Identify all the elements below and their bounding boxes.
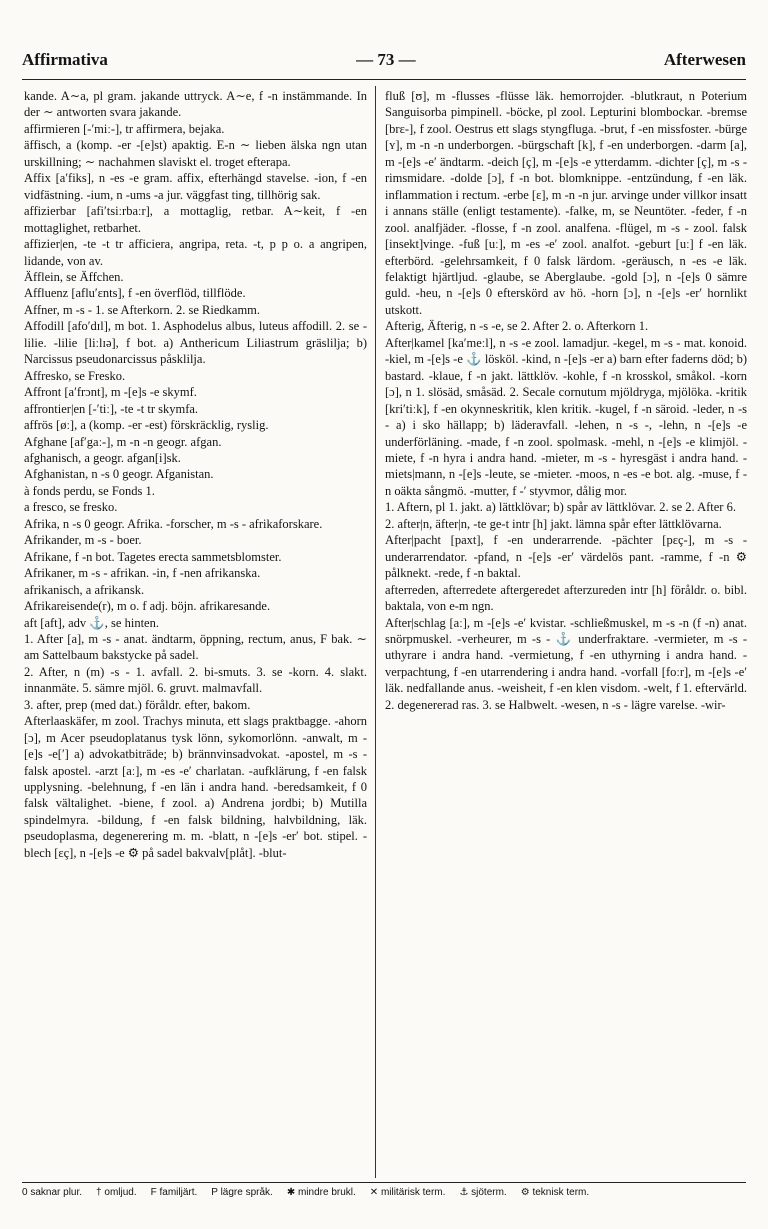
- legend-item: 0 saknar plur.: [22, 1187, 83, 1198]
- footer-rule: [22, 1182, 746, 1183]
- dictionary-entry: Afterig, Äfterig, n -s -e, se 2. After 2. o. Afterkorn 1.: [385, 319, 649, 334]
- dictionary-entry: affirmieren [-ʹmiː-], tr affirmera, bejaka.: [24, 121, 225, 136]
- dictionary-entry: Afrikander, m -s - boer.: [24, 533, 142, 548]
- dictionary-entry: afterreden, afterredete aftergeredet afterzureden intr [h] föråldr. o. bibl. baktala, von e-m ngn.: [385, 582, 747, 614]
- dictionary-entry: Affner, m -s - 1. se Afterkorn. 2. se Riedkamm.: [24, 302, 261, 317]
- dictionary-entry: à fonds perdu, se Fonds 1.: [24, 483, 155, 498]
- left-column: [24, 88, 367, 1176]
- page-number: — 73 —: [356, 50, 416, 69]
- dictionary-entry: Affodill [afoʹdɪl], m bot. 1. Asphodelus albus, luteus affodill. 2. se -lilie. -lilie [liːlɪə], f bot. a) Anthericum Liliastrum gräslilja; b) Narcissus pseudonarcissus påsklilja.: [24, 319, 367, 367]
- dictionary-entry: Afrika, n -s 0 geogr. Afrika. -forscher, m -s - afrikaforskare.: [24, 516, 323, 531]
- dictionary-entry: afrikanisch, a afrikansk.: [24, 582, 145, 597]
- dictionary-entry: Affresko, se Fresko.: [24, 368, 126, 383]
- dictionary-entry: After|kamel [kaʹmeːl], n -s -e zool. lamadjur. -kegel, m -s - mat. konoid. -kiel, m -[e]s -e ⚓ lösköl. -kind, n -[e]s -er a) barn efter faderns död; b) bastard. -klaue, f -n jakt. lättklöv. -kohle, f -n krosskol, småkol. -korn [ɔ], n 1. slösäd, småsäd. 2. Secale cornutum mjöldryga, mjölöka. -kritik [kriʹtiːk], f -en okynneskritik, klen kritik. -kugel, f -n säroid. -leder, n -s - a) i sko hällapp; b) läderavfall. -lehen, n -s -, -lehn, n -[e]s -e underförläning. -made, f -n zool. spolmask. -mehl, n -[e]s -e klimjöl. -miete, f -n hyra i andra hand. -mieter, m -s - hyresgäst i andra hand. -miets|mann, n -[e]s -leute, se -mieter. -moos, n -es -e bot. alg. -muse, f -n oäkta sångmö. -mutter, f -ʹ styvmor, dålig mor.: [385, 335, 747, 498]
- dictionary-entry: äffisch, a (komp. -er -[e]st) apaktig. E-n ∼ lieben älska ngn utan urskillning; ∼ nachahmen slaviskt el. troget efterapa.: [24, 138, 367, 169]
- dictionary-entry: Afrikane, f -n bot. Tagetes erecta sammetsblomster.: [24, 549, 282, 564]
- right-column: [385, 88, 747, 1176]
- dictionary-entry: affrontier|en [-ʹtiː], -te -t tr skymfa.: [24, 401, 199, 416]
- header-rule: [22, 79, 746, 80]
- dictionary-entry: Afghanistan, n -s 0 geogr. Afganistan.: [24, 467, 214, 482]
- dictionary-entry: affizierbar [afiʹtsiːrbaːr], a mottaglig, retbar. A∼keit, f -en mottaglighet, retbarhet.: [24, 204, 367, 235]
- dictionary-entry: After|pacht [paxt], f -en underarrende. -pächter [pɛç-], m -s - underarrendator. -pfand, n -[e]s -erʹ värdelös pant. -ramme, f -n ⚙ pålknekt. -rede, f -n baktal.: [385, 533, 747, 581]
- legend-item: ✱ mindre brukl.: [286, 1187, 356, 1198]
- dictionary-entry: Afterlaaskäfer, m zool. Trachys minuta, ett slags praktbagge. -ahorn [ɔ], m Acer pseudoplatanus tysk lönn, sykomorlönn. -anwalt, m -[e]s -e[ʹ] a) advokatbiträde; b) brännvinsadvokat. -apostel, m -s - falsk apostel. -arzt [aː], m -es -eʹ charlatan. -aufklärung, f -en falsk upplysning. -belehnung, f -en län i andra hand. -beredsamkeit, f 0 falsk vältalighet. -biene, f zool. a) Andrena jordbi; b) Mutilla spindelmyra. -bildung, f -en falsk bildning, halvbildning, läk. pseudoplasma, degenerering m. m. -blatt, n -[e]s -erʹ bot. stipel. -blech [ɛç], n -[e]s -e ⚙ på sadel bakvalv[plåt]. -blut-: [24, 714, 367, 860]
- dictionary-entry: kande. A∼a, pl gram. jakande uttryck. A∼e, f -n instämmande. In der ∼ antworten svara jakande.: [24, 89, 367, 120]
- header-first-word: Affirmativa: [22, 50, 108, 69]
- legend-item: † omljud.: [96, 1187, 137, 1198]
- dictionary-entry: fluß [ʊ], m -flusses -flüsse läk. hemorrojder. -blutkraut, n Poterium Sanguisorba pimpinell. -böcke, pl zool. Lepturini blombockar. -bremse [brɛ-], f zool. Oestrus ett slags styngfluga. -brut, f -en missfoster. -bürge [ʏ], m -n -n underborgen. -bürgschaft [k], f -en underborgen. -darm [a], m -[e]s -eʹ ändtarm. -deich [ç], m -[e]s -e ytterdamm. -dichter [ç], m -s - rimsmidare. -dolde [ɔ], f -n bot. blomknippe. -entzündung, f -en läk. inflammation i rectum. -erbe [ɛ], m -n -n jur. arvinge under villkor insatt i annans ställe (enligt testamente). -falke, m, se Neuntöter. -feder, f -n zool. analfjäder. -flosse, f -n zool. analfena. -flügel, m -s - zool. falsk [insekt]vinge. -fuß [uː], m -es -eʹ zool. analfot. -geburt [uː] f -en läk. efterbörd. -gelehrsamkeit, f 0 falsk lärdom. -geräusch, n -es -e läk. felaktigt hjärtljud. -glaube, se Aberglaube. -gold [ɔ], n -[e]s 0 sämre guld. -heu, n -[e]s 0 efterskörd av hö. -horn [ɔ], n -[e]s -erʹ hornlikt utskott.: [385, 89, 747, 317]
- legend-item: P lägre språk.: [211, 1187, 273, 1198]
- legend-item: ⚓ sjöterm.: [459, 1187, 507, 1198]
- dictionary-entry: Afrikaner, m -s - afrikan. -in, f -nen afrikanska.: [24, 566, 261, 581]
- dictionary-entry: Affluenz [afluʹɛnts], f -en överflöd, tillflöde.: [24, 286, 246, 301]
- dictionary-entry: 1. After [a], m -s - anat. ändtarm, öppning, rectum, anus, F bak. ∼ am Sattelbaum bakstycke på sadel.: [24, 631, 367, 663]
- dictionary-entry: 2. after|n, äfter|n, -te ge-t intr [h] jakt. lämna spår efter lättklövarna.: [385, 516, 722, 531]
- dictionary-entry: aft [aft], adv ⚓, se hinten.: [24, 615, 159, 630]
- dictionary-entry: a fresco, se fresko.: [24, 500, 118, 515]
- dictionary-entry: 1. Aftern, pl 1. jakt. a) lättklövar; b) spår av lättklövar. 2. se 2. After 6.: [385, 500, 736, 515]
- abbreviation-legend: [22, 1187, 746, 1198]
- legend-item: ✕ militärisk term.: [369, 1187, 446, 1198]
- legend-item: F familjärt.: [150, 1187, 198, 1198]
- column-divider: [375, 86, 376, 1178]
- dictionary-entry: Äfflein, se Äffchen.: [24, 269, 124, 284]
- legend-item: ⚙ teknisk term.: [520, 1187, 590, 1198]
- header-last-word: Afterwesen: [663, 50, 746, 69]
- dictionary-entry: Afrikareisende(r), m o. f adj. böjn. afrikaresande.: [24, 599, 271, 614]
- dictionary-entry: afghanisch, a geogr. afgan[i]sk.: [24, 450, 181, 465]
- dictionary-entry: affizier|en, -te -t tr afficiera, angripa, reta. -t, p p o. a angripen, lidande, von av.: [24, 237, 367, 268]
- dictionary-entry: After|schlag [aː], m -[e]s -eʹ kvistar. -schließmuskel, m -s -n (f -n) anat. snörpmuskel. -verheurer, m -s - ⚓ underfraktare. -vermieter, m -s - uthyrare i andra hand. -vermietung, f -en uthyrning i andra hand. -verpachtung, f -en utarrendering i andra hand. -vorfall [foːr], m -[e]s -eʹ läk. nedfallande anus. -weisheit, f -en klen visdom. -welt, f 1. eftervärld. 2. degenererad ras. 3. se Halbwelt. -wesen, n -s - lägre varelse. -wir-: [385, 615, 747, 712]
- dictionary-entry: affrös [øː], a (komp. -er -est) förskräcklig, ryslig.: [24, 418, 269, 433]
- page-header: [22, 50, 746, 74]
- dictionary-entry: Affront [aʹfrɔnt], m -[e]s -e skymf.: [24, 385, 197, 400]
- dictionary-entry: Afghane [afʹgaː-], m -n -n geogr. afgan.: [24, 434, 222, 449]
- dictionary-entry: 3. after, prep (med dat.) föråldr. efter, bakom.: [24, 697, 251, 712]
- dictionary-entry: 2. After, n (m) -s - 1. avfall. 2. bi-smuts. 3. se -korn. 4. slakt. innanmäte. 5. sämre mjöl. 6. gruvt. malmavfall.: [24, 664, 367, 696]
- dictionary-entry: Affix [aʹfiks], n -es -e gram. affix, efterhängd stavelse. -ion, f -en vidfästning. -ium, n -ums -a jur. väggfast ting, tillhörig sak.: [24, 171, 367, 202]
